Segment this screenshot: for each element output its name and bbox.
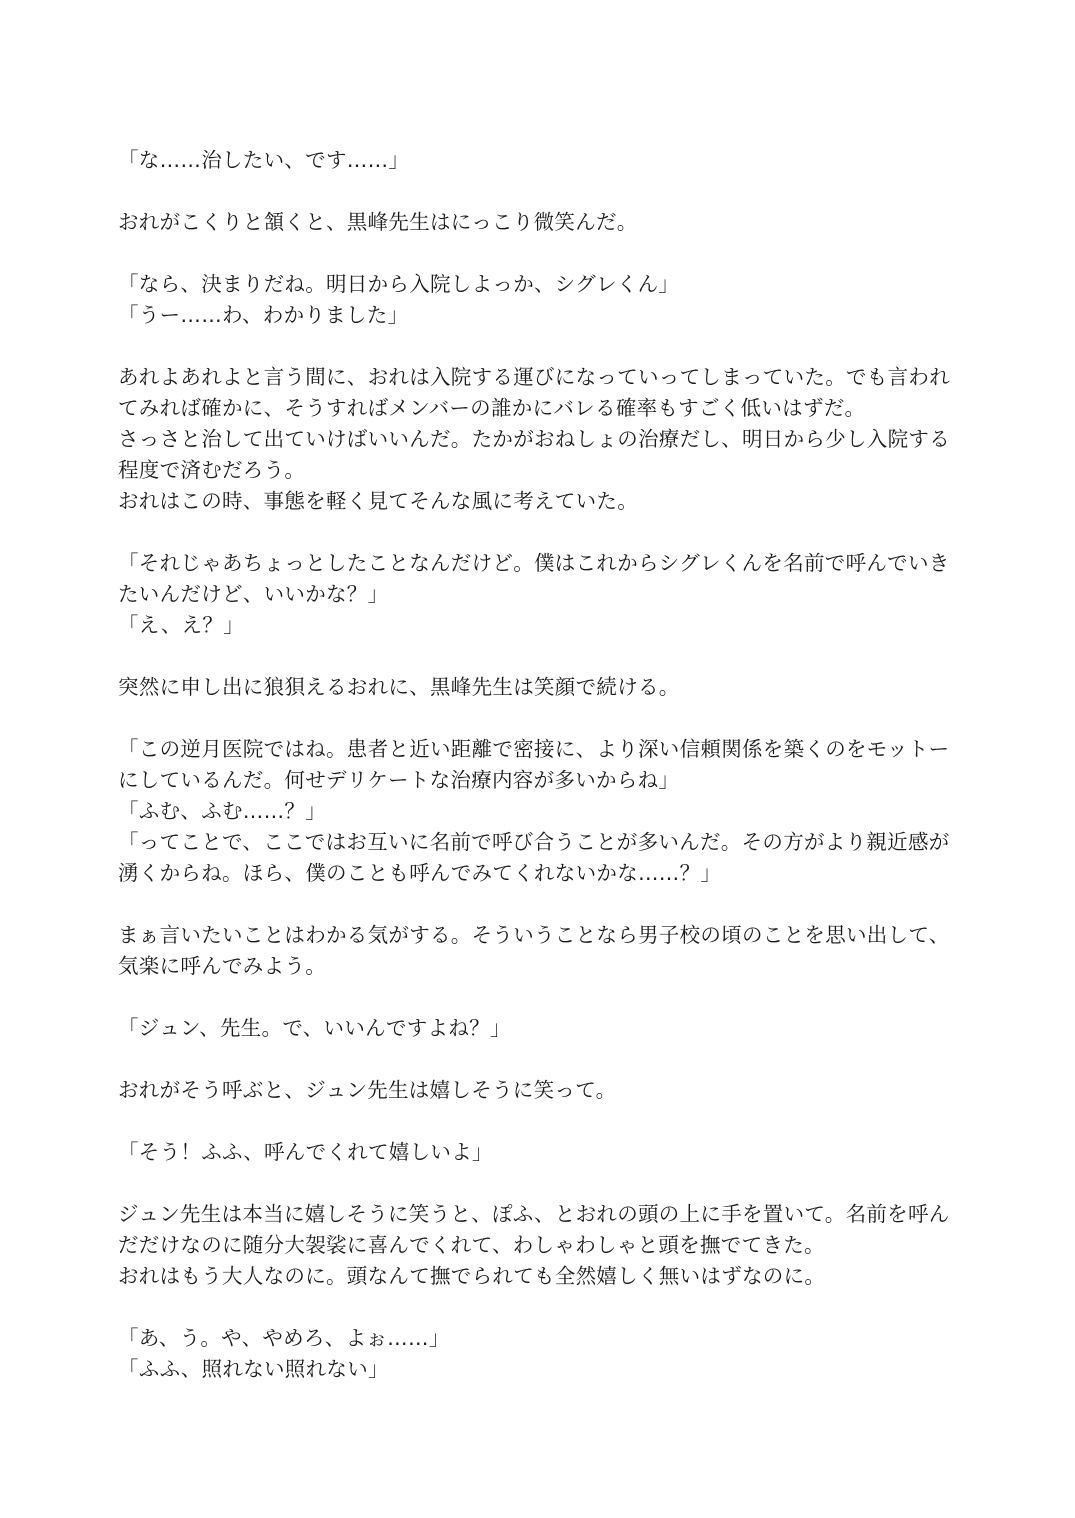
text-line: さっさと治して出ていけばいいんだ。たかがおねしょの治療だし、明日から少し入院する: [118, 427, 950, 451]
text-line: 「この逆月医院ではね。患者と近い距離で密接に、より深い信頼関係を築くのをモットー: [118, 737, 950, 761]
text-line: 「な……治したい、です……」: [118, 148, 410, 172]
text-line: 突然に申し出に狼狽えるおれに、黒峰先生は笑顔で続ける。: [118, 675, 680, 699]
paragraph: [118, 1013, 968, 1044]
paragraph: [118, 145, 968, 176]
text-line: あれよあれよと言う間に、おれは入院する運びになっていってしまっていた。でも言われ: [118, 365, 950, 389]
text-line: ジュン先生は本当に嬉しそうに笑うと、ぽふ、とおれの頭の上に手を置いて。名前を呼ん: [118, 1202, 950, 1226]
paragraph: [118, 1199, 968, 1292]
text-line: 「あ、う。や、やめろ、よぉ……」: [118, 1326, 450, 1350]
paragraph: [118, 269, 968, 331]
paragraph: [118, 1137, 968, 1168]
paragraph: [118, 1075, 968, 1106]
text-line: おれがそう呼ぶと、ジュン先生は嬉しそうに笑って。: [118, 1078, 617, 1102]
paragraph: [118, 734, 968, 889]
paragraph: [118, 207, 968, 238]
paragraph: [118, 920, 968, 982]
text-line: 「ふむ、ふむ……？」: [118, 799, 326, 823]
text-line: 「それじゃあちょっとしたことなんだけど。僕はこれからシグレくんを名前で呼んでいき: [118, 551, 950, 575]
text-line: 程度で済むだろう。: [118, 458, 306, 482]
text-line: 「うー……わ、わかりました」: [118, 303, 409, 327]
text-line: にしているんだ。何せデリケートな治療内容が多いからね」: [118, 768, 680, 792]
text-line: おれがこくりと頷くと、黒峰先生はにっこり微笑んだ。: [118, 210, 638, 234]
text-line: 「なら、決まりだね。明日から入院しよっか、シグレくん」: [118, 272, 680, 296]
text-line: だだけなのに随分大袈裟に喜んでくれて、わしゃわしゃと頭を撫でてきた。: [118, 1233, 825, 1257]
text-line: まぁ言いたいことはわかる気がする。そういうことなら男子校の頃のことを思い出して、: [118, 923, 950, 947]
text-line: 「え、え？」: [118, 613, 245, 637]
text-line: おれはもう大人なのに。頭なんて撫でられても全然嬉しく無いはずなのに。: [118, 1264, 826, 1288]
paragraph: [118, 672, 968, 703]
text-line: 湧くからね。ほら、僕のことも呼んでみてくれないかな……？」: [118, 861, 722, 885]
document-body: [118, 145, 968, 1416]
paragraph: [118, 362, 968, 517]
text-line: おれはこの時、事態を軽く見てそんな風に考えていた。: [118, 489, 638, 513]
paragraph: [118, 548, 968, 641]
text-line: たいんだけど、いいかな？」: [118, 582, 389, 606]
text-line: 「そう！ふふ、呼んでくれて嬉しいよ」: [118, 1140, 493, 1164]
text-line: 「ってことで、ここではお互いに名前で呼び合うことが多いんだ。その方がより親近感が: [118, 830, 950, 854]
text-line: 「ジュン、先生。で、いいんですよね？」: [118, 1016, 511, 1040]
text-line: 気楽に呼んでみよう。: [118, 954, 326, 978]
text-line: 「ふふ、照れない照れない」: [118, 1357, 389, 1381]
paragraph: [118, 1323, 968, 1385]
text-line: てみれば確かに、そうすればメンバーの誰かにバレる確率もすごく低いはずだ。: [118, 396, 866, 420]
